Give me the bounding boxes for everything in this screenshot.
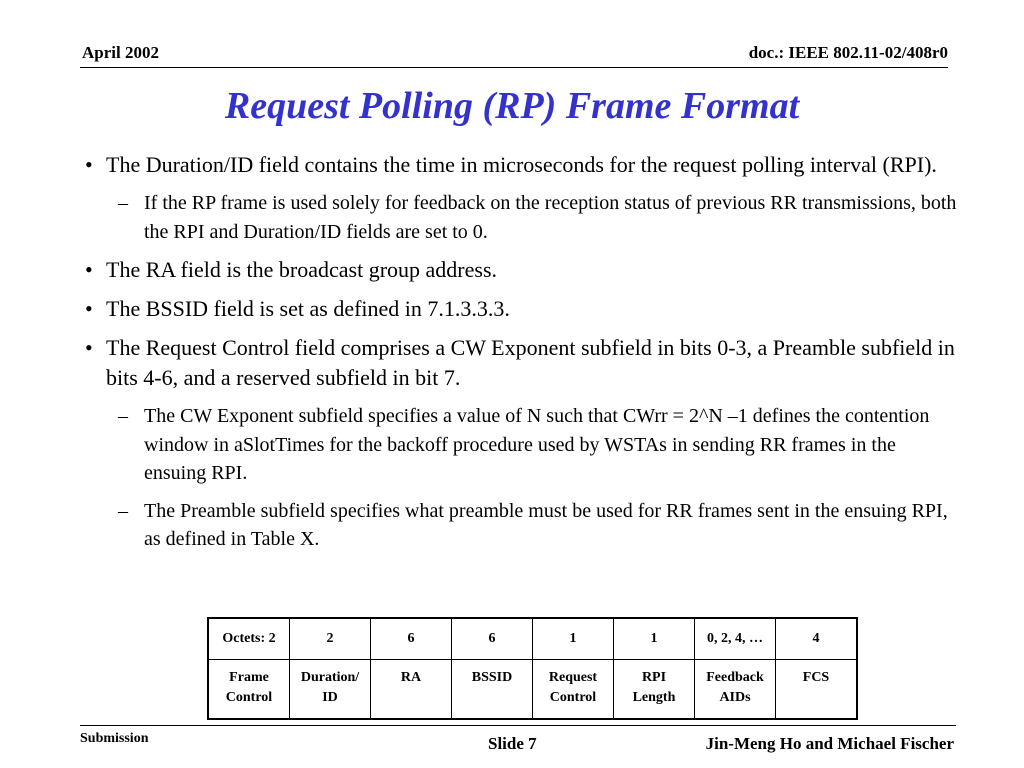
footer-authors: Jin-Meng Ho and Michael Fischer xyxy=(705,734,954,753)
footer-rule xyxy=(80,725,956,726)
bullet-mark: • xyxy=(85,335,93,360)
field-cell-duration-id xyxy=(290,660,371,720)
field-name-line: Control xyxy=(549,690,597,705)
field-cell-frame-control xyxy=(208,660,290,720)
field-cell-feedback-aids xyxy=(695,660,776,720)
bullet-mark: • xyxy=(85,257,93,282)
field-name-line: Frame xyxy=(229,670,269,685)
octets-cell: 1 xyxy=(533,618,614,660)
field-name-line: Request xyxy=(548,670,598,685)
sub-bullet-mark: – xyxy=(118,499,128,522)
field-name-line: RPI xyxy=(641,670,667,685)
slide-body xyxy=(82,150,962,563)
bullet-text: The RA field is the broadcast group address. xyxy=(106,257,498,282)
field-name-line: Feedback xyxy=(706,670,764,685)
sub-bullet-text: If the RP frame is used solely for feedback on the reception status of previous RR transmissions, both the RPI and Duration/ID fields are set to 0. xyxy=(144,192,957,243)
bullet-text: The Duration/ID field contains the time in microseconds for the request polling interval (RPI). xyxy=(106,152,937,177)
field-name-line: Length xyxy=(632,690,676,705)
sub-bullet-text: The CW Exponent subfield specifies a value of N such that CWrr = 2^N –1 defines the contention window in aSlotTimes for the backoff procedure used by WSTAs in sending RR frames in the ensuing RPI. xyxy=(144,405,930,484)
octets-cell: 6 xyxy=(371,618,452,660)
sub-bullet-mark: – xyxy=(118,405,128,427)
slide-title: Request Polling (RP) Frame Format xyxy=(224,85,800,127)
octets-cell: 6 xyxy=(452,618,533,660)
field-cell-fcs xyxy=(776,660,858,720)
sub-bullet-item xyxy=(82,402,962,488)
bullet-item xyxy=(82,150,962,180)
sub-bullet-text: The Preamble subfield specifies what preamble must be used for RR frames sent in the ensuing RPI, as defined in Table X. xyxy=(144,499,948,550)
bullet-text: The BSSID field is set as defined in 7.1.3.3.3. xyxy=(106,296,510,321)
octets-row xyxy=(208,618,857,660)
header-date: April 2002 xyxy=(82,43,159,62)
bullet-item xyxy=(82,294,962,324)
sub-bullet-item xyxy=(82,189,962,246)
footer-submission: Submission xyxy=(80,731,149,746)
octets-cell: Octets: 2 xyxy=(208,618,290,660)
sub-bullet-item xyxy=(82,497,962,554)
octets-cell: 4 xyxy=(776,618,858,660)
octets-cell: 2 xyxy=(290,618,371,660)
field-name-line: ID xyxy=(322,690,338,705)
octets-cell: 1 xyxy=(614,618,695,660)
field-name-line: Duration/ xyxy=(300,670,360,685)
field-name-line: RA xyxy=(400,670,422,685)
field-cell-ra xyxy=(371,660,452,720)
frame-format-table xyxy=(207,617,858,720)
field-name-line: FCS xyxy=(802,670,830,685)
field-name-line: AIDs xyxy=(719,690,751,705)
bullet-mark: • xyxy=(85,296,93,321)
field-cell-request-control xyxy=(533,660,614,720)
field-cell-rpi-length xyxy=(614,660,695,720)
field-cell-bssid xyxy=(452,660,533,720)
footer-slide-number: Slide 7 xyxy=(488,734,537,753)
bullet-item xyxy=(82,333,962,393)
header-doc-number: doc.: IEEE 802.11-02/408r0 xyxy=(748,43,948,62)
sub-bullet-mark: – xyxy=(118,192,128,214)
octets-cell: 0, 2, 4, … xyxy=(695,618,776,660)
field-name-line: Control xyxy=(225,690,273,705)
field-name-line: BSSID xyxy=(471,670,513,685)
header-rule xyxy=(80,67,948,68)
bullet-mark: • xyxy=(85,152,93,177)
bullet-text: The Request Control field comprises a CW Exponent subfield in bits 0-3, a Preamble subfield in bits 4-6, and a reserved subfield in bit 7. xyxy=(106,335,955,390)
bullet-item xyxy=(82,255,962,285)
fields-row xyxy=(208,660,857,720)
